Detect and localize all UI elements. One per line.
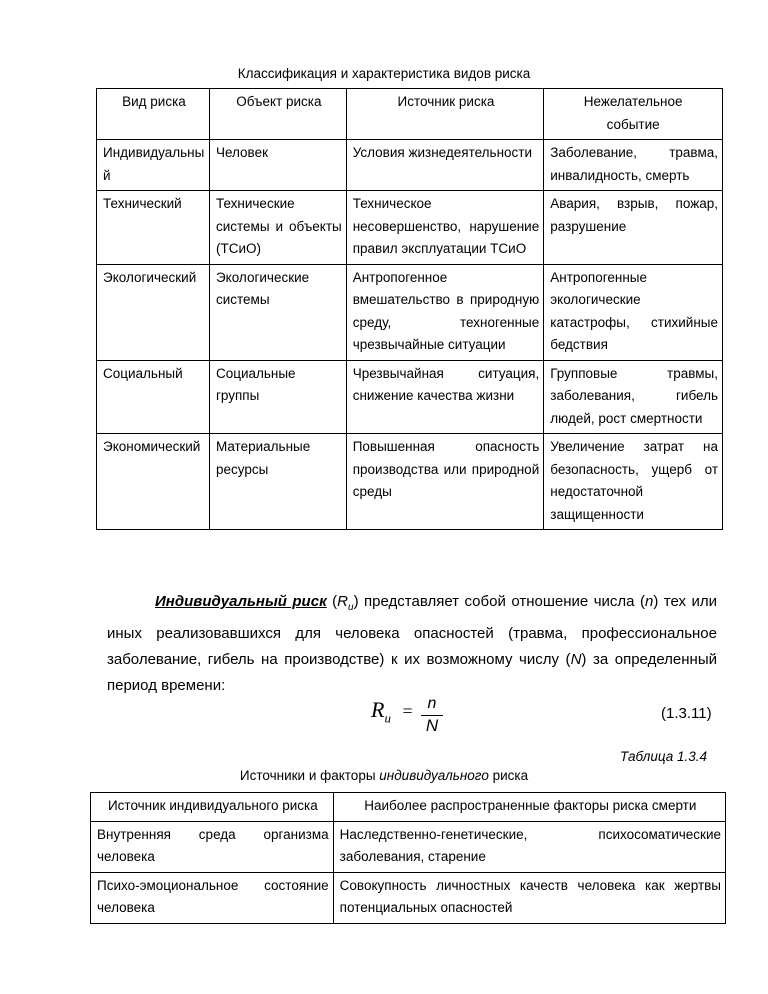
- header-risk-source: Источник риска: [346, 89, 544, 140]
- cell-event: Заболевание, травма, инвалидность, смерть: [544, 140, 723, 191]
- table-row: [97, 140, 723, 191]
- cell-object: Материальные ресурсы: [209, 434, 346, 530]
- cell-object: Технические системы и объекты (ТСиО): [209, 191, 346, 265]
- header-undesired-event: Нежелательное событие: [544, 89, 723, 140]
- cell-event: Увеличение затрат на безопасность, ущерб от недостаточной защищенности: [544, 434, 723, 530]
- table-row: [97, 360, 723, 434]
- table-header-row: [91, 793, 726, 822]
- header-risk-object: Объект риска: [209, 89, 346, 140]
- table-row: [91, 872, 726, 923]
- cell-factors: Совокупность личностных качеств человека как жертвы потенциальных опасностей: [333, 872, 725, 923]
- cell-source: Антропогенное вмешательство в природную среду, техногенные чрезвычайные ситуации: [346, 264, 544, 360]
- individual-risk-paragraph: Индивидуальный риск $(R_u)$ представляет собой отношение числа (n) тех или иных реализовавшихся для человека опасностей (травма, профессиональное заболевание, гибель на производстве) к их возможному числу (N) за определенный период времени:: [107, 593, 717, 694]
- formula-lhs: $R_u$ =: [371, 697, 413, 726]
- table-header-row: [97, 89, 723, 140]
- cell-type: Индивидуальный: [97, 140, 210, 191]
- table-row: [97, 264, 723, 360]
- table2-caption: Источники и факторы индивидуального риска: [239, 768, 529, 783]
- symbol-r: R: [337, 593, 348, 610]
- header-risk-type: Вид риска: [97, 89, 210, 140]
- term-individual-risk: Индивидуальный риск: [155, 593, 327, 610]
- cell-type: Технический: [97, 191, 210, 265]
- cell-type: Экономический: [97, 434, 210, 530]
- risk-classification-table: [96, 88, 723, 530]
- cell-type: Социальный: [97, 360, 210, 434]
- cell-object: Человек: [209, 140, 346, 191]
- cell-source: Условия жизнедеятельности: [346, 140, 544, 191]
- cell-source: Внутренняя среда организма человека: [91, 821, 334, 872]
- table-row: [97, 191, 723, 265]
- table-row: [91, 821, 726, 872]
- header-factors: Наиболее распространенные факторы риска смерти: [333, 793, 725, 822]
- formula-numerator: n: [427, 695, 437, 712]
- cell-source: Психо-эмоциональное состояние человека: [91, 872, 334, 923]
- cell-factors: Наследственно-генетические, психосоматические заболевания, старение: [333, 821, 725, 872]
- cell-source: Чрезвычайная ситуация, снижение качества жизни: [346, 360, 544, 434]
- header-source: Источник индивидуального риска: [91, 793, 334, 822]
- cell-type: Экологический: [97, 264, 210, 360]
- cell-event: Авария, взрыв, пожар, разрушение: [544, 191, 723, 265]
- formula-denominator: N: [425, 716, 439, 735]
- cell-object: Экологические системы: [209, 264, 346, 360]
- table-row: [97, 434, 723, 530]
- cell-object: Социальные группы: [209, 360, 346, 434]
- equation-number: (1.3.11): [661, 705, 712, 722]
- table1-caption: Классификация и характеристика видов риска: [237, 66, 531, 81]
- cell-event: Антропогенные экологические катастрофы, стихийные бедствия: [544, 264, 723, 360]
- formula-fraction: [421, 695, 443, 736]
- cell-source: Повышенная опасность производства или природной среды: [346, 434, 544, 530]
- cell-source: Техническое несовершенство, нарушение правил эксплуатации ТСиО: [346, 191, 544, 265]
- individual-risk-table: [90, 792, 726, 924]
- table2-label: Таблица 1.3.4: [620, 749, 708, 764]
- cell-event: Групповые травмы, заболевания, гибель людей, рост смертности: [544, 360, 723, 434]
